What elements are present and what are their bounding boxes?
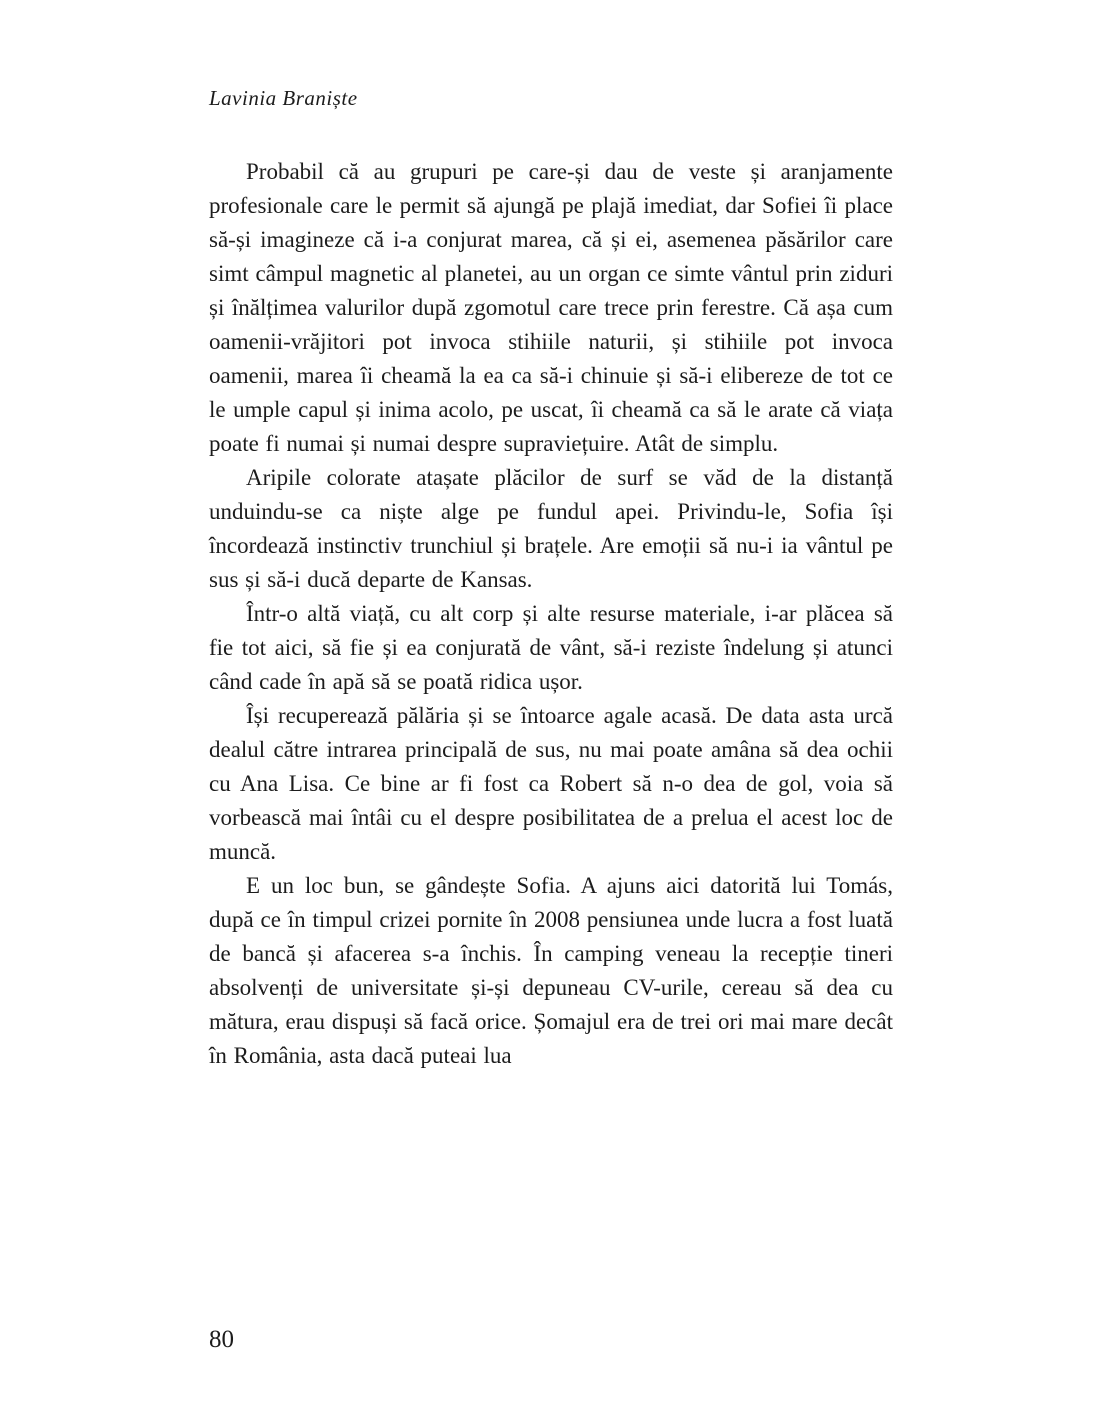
- text-block: [209, 86, 893, 1073]
- running-header-author: Lavinia Braniște: [209, 86, 358, 110]
- paragraph: Își recuperează pălăria și se întoarce agale acasă. De data asta urcă dealul către intrarea principală de sus, nu mai poate amâna să dea ochii cu Ana Lisa. Ce bine ar fi fost ca Robert să n-o dea de gol, voia să vorbească mai întâi cu el despre posibilitatea de a prelua el acest loc de muncă.: [209, 703, 893, 864]
- paragraph: Aripile colorate atașate plăcilor de surf se văd de la distanță unduindu-se ca niște alge pe fundul apei. Privindu-le, Sofia își încordează instinctiv trunchiul și brațele. Are emoții să nu-i ia vântul pe sus și să-i ducă departe de Kansas.: [209, 465, 893, 592]
- body-text: [209, 155, 893, 1073]
- paragraph: Într-o altă viață, cu alt corp și alte resurse materiale, i-ar plăcea să fie tot aici, să fie și ea conjurată de vânt, să-i reziste îndelung și atunci când cade în apă să se poată ridica ușor.: [209, 601, 893, 694]
- page-number: 80: [209, 1326, 234, 1353]
- paragraph: E un loc bun, se gândește Sofia. A ajuns aici datorită lui Tomás, după ce în timpul crizei pornite în 2008 pensiunea unde lucra a fost luată de bancă și afacerea s-a închis. În camping veneau la recepție tineri absolvenți de universitate și-și depuneau CV-urile, cereau să dea cu mătura, erau dispuși să facă orice. Șomajul era de trei ori mai mare decât în România, asta dacă puteai lua: [209, 873, 893, 1068]
- paragraph: Probabil că au grupuri pe care-și dau de veste și aranjamente profesionale care le permit să ajungă pe plajă imediat, dar Sofiei îi place să-și imagineze că i-a conjurat marea, că și ei, asemenea păsărilor care simt câmpul magnetic al planetei, au un organ ce simte vântul prin ziduri și înălțimea valurilor după zgomotul care trece prin ferestre. Că așa cum oamenii-vrăjitori pot invoca stihiile naturii, și stihiile pot invoca oamenii, marea îi cheamă la ea ca să-i chinuie și să-i elibereze de tot ce le umple capul și inima acolo, pe uscat, îi cheamă ca să le arate că viața poate fi numai și numai despre supraviețuire. Atât de simplu.: [209, 159, 893, 456]
